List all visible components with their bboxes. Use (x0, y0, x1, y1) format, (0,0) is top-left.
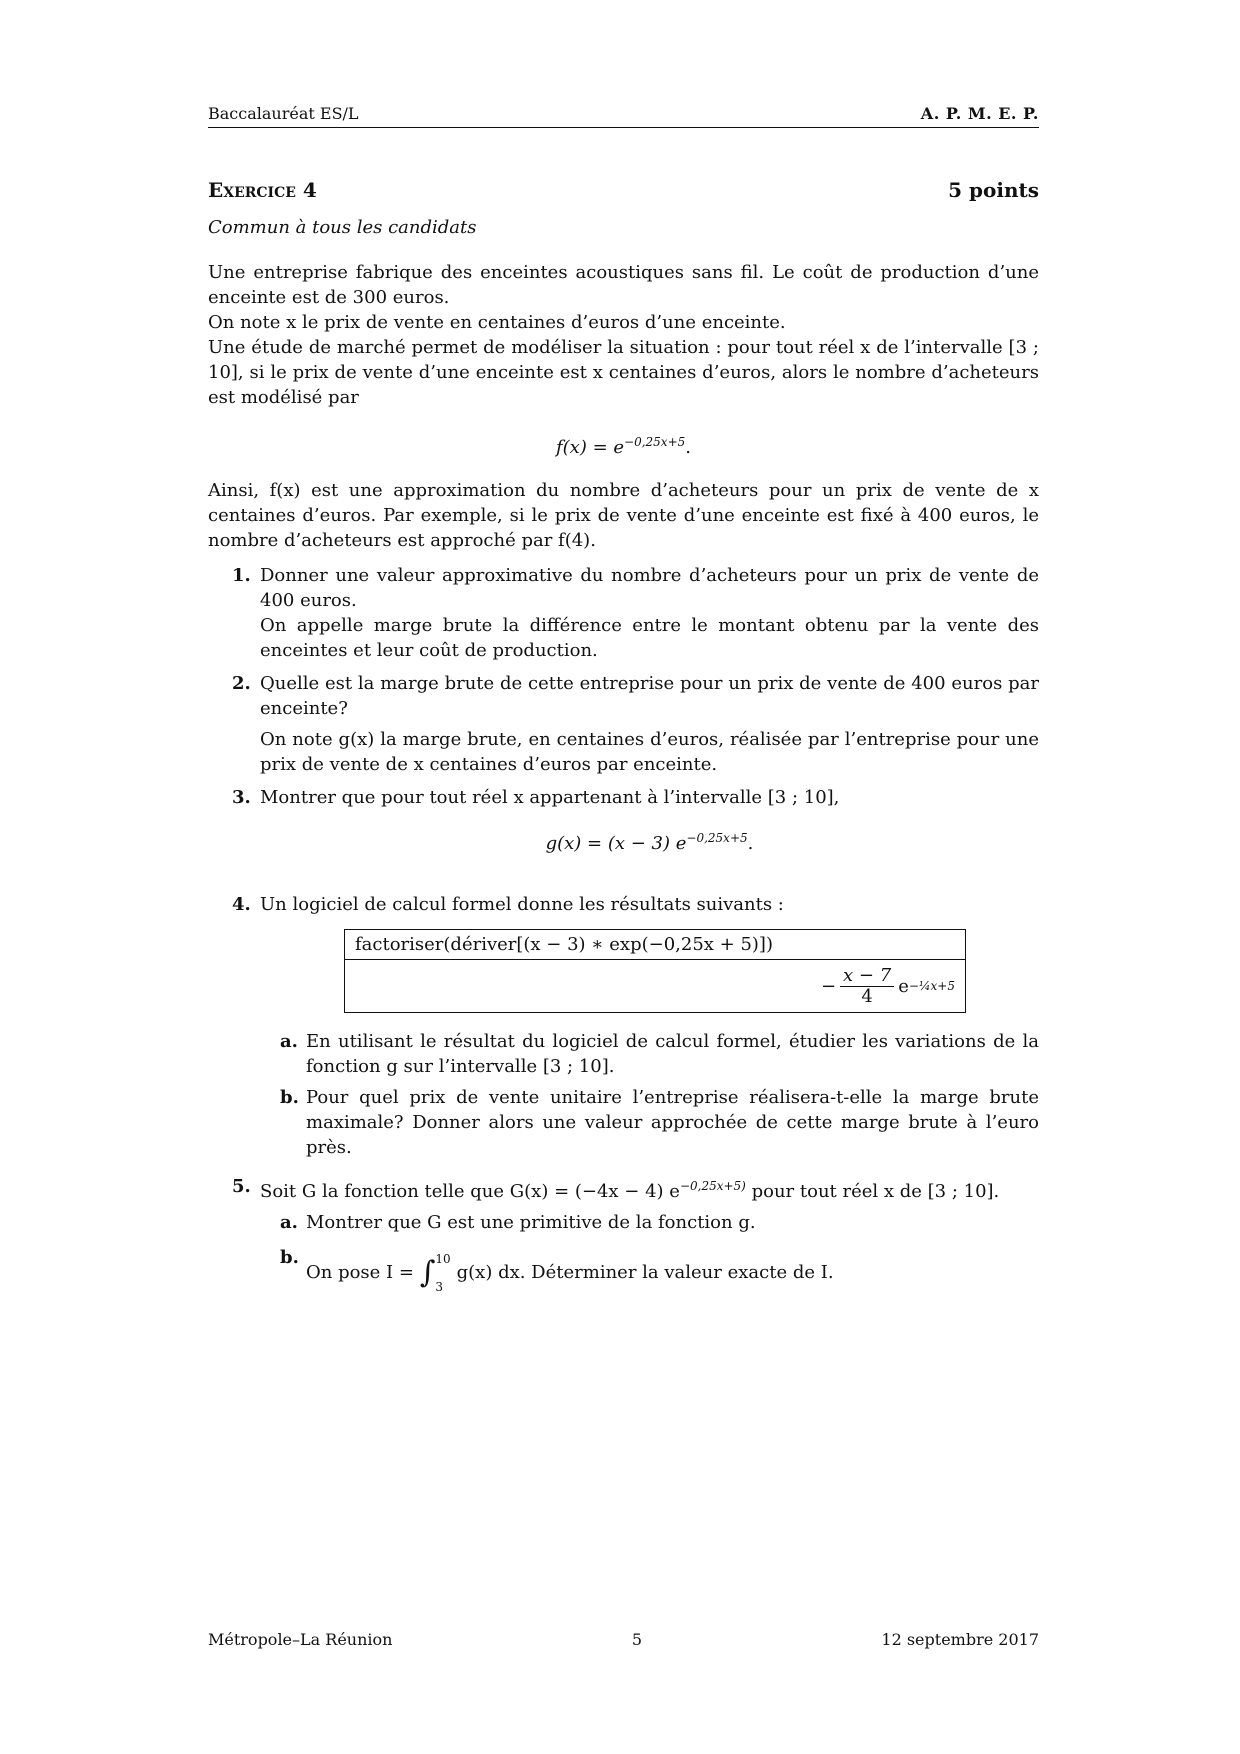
intro-p4: Ainsi, f(x) est une approximation du nombre d’acheteurs pour un prix de vente de x centaines d’euros. Par exemple, si le prix de vente d’une enceinte est fixé à 400 euros, le nombre d’acheteurs est approché par f(4). (208, 480, 1039, 551)
question-3-number: 3. (232, 787, 251, 808)
question-4-text: Un logiciel de calcul formel donne les résultats suivants : (260, 894, 784, 915)
question-list (208, 563, 1039, 1301)
exercise-title-row (208, 178, 1039, 203)
intro-p3: Une étude de marché permet de modéliser la situation : pour tout réel x de l’intervalle [3 ; 10], si le prix de vente d’une enceinte est x centaines d’euros, alors le nombre d’acheteurs est modélisé par (208, 337, 1039, 408)
formula-g-exp: −0,25x+5 (686, 831, 748, 845)
formula-f (208, 430, 1039, 460)
integral-sign-icon: ∫ (419, 1255, 436, 1290)
integral-lower: 3 (435, 1280, 443, 1294)
page-footer (208, 1630, 1039, 1649)
question-4b-text: Pour quel prix de vente unitaire l’entreprise réalisera-t-elle la marge brute maximale? Donner alors une valeur approchée de cette marge brute à l’euro près. (306, 1087, 1039, 1158)
question-4b (260, 1085, 1039, 1160)
intro-p2: On note x le prix de vente en centaines d’euros d’une enceinte. (208, 312, 786, 333)
question-5-text-end: pour tout réel x de [3 ; 10]. (745, 1181, 1000, 1202)
question-5b (260, 1245, 1039, 1301)
question-5a-label: a. (280, 1212, 298, 1233)
software-output-box (344, 929, 966, 1013)
question-4b-label: b. (280, 1087, 299, 1108)
integral-upper: 10 (435, 1252, 451, 1266)
formula-g-lhs: g(x) = (x − 3) e (545, 833, 687, 854)
result-exponent: −¼x+5 (908, 978, 955, 993)
question-1 (208, 563, 1039, 663)
footer-page-number: 5 (631, 1630, 643, 1649)
question-4a-text: En utilisant le résultat du logiciel de calcul formel, étudier les variations de la fonction g sur l’intervalle [3 ; 10]. (306, 1031, 1039, 1077)
question-1-note: On appelle marge brute la différence entre le montant obtenu par la vente des enceintes et leur coût de production. (260, 615, 1039, 661)
formula-f-end: . (685, 437, 691, 458)
footer-date: 12 septembre 2017 (881, 1630, 1039, 1649)
question-5 (208, 1174, 1039, 1301)
question-2 (208, 671, 1039, 777)
formula-g (260, 826, 1039, 856)
question-5-text-start: Soit G la fonction telle que G(x) = (−4x − 4) e (260, 1181, 680, 1202)
footer-left: Métropole–La Réunion (208, 1630, 393, 1649)
result-e: e (898, 975, 909, 997)
page-header (208, 104, 1039, 128)
question-5a-text: Montrer que G est une primitive de la fonction g. (306, 1212, 756, 1233)
software-input: factoriser(dériver[(x − 3) ∗ exp(−0,25x + 5)]) (345, 930, 965, 960)
result-numerator: x − 7 (840, 966, 894, 987)
question-4 (208, 892, 1039, 1160)
formula-g-end: . (747, 833, 754, 854)
question-1-text: Donner une valeur approximative du nombre d’acheteurs pour un prix de vente de 400 euros. (260, 565, 1039, 611)
question-1-number: 1. (232, 565, 251, 586)
question-5b-label: b. (280, 1247, 299, 1268)
result-fraction (840, 966, 894, 1007)
formula-f-exp: −0,25x+5 (624, 435, 686, 449)
exercise-title: Exercice 4 (208, 178, 317, 202)
result-denominator: 4 (861, 985, 873, 1007)
intro (208, 260, 1039, 553)
exercise-points: 5 points (948, 178, 1039, 202)
exercise-subtitle: Commun à tous les candidats (208, 217, 477, 238)
header-right: A. P. M. E. P. (920, 104, 1039, 123)
question-4a (260, 1029, 1039, 1079)
question-3 (208, 785, 1039, 856)
question-5b-end: g(x) dx. Déterminer la valeur exacte de I. (456, 1262, 834, 1283)
question-3-text: Montrer que pour tout réel x appartenant à l’intervalle [3 ; 10], (260, 787, 840, 808)
question-2-text: Quelle est la marge brute de cette entreprise pour un prix de vente de 400 euros par enceinte? (260, 673, 1039, 719)
question-4-number: 4. (232, 894, 251, 915)
question-2-note: On note g(x) la marge brute, en centaines d’euros, réalisée par l’entreprise pour une prix de vente de x centaines d’euros par enceinte. (260, 729, 1039, 775)
question-5a (260, 1210, 1039, 1235)
formula-f-lhs: f(x) = e (555, 437, 625, 458)
intro-p1: Une entreprise fabrique des enceintes acoustiques sans fil. Le coût de production d’une enceinte est de 300 euros. (208, 262, 1039, 308)
software-result (345, 960, 965, 1012)
question-2-number: 2. (232, 673, 251, 694)
question-5b-start: On pose I = (306, 1262, 414, 1283)
question-5-text (260, 1174, 1039, 1204)
question-5-exponent: −0,25x+5) (679, 1179, 746, 1193)
exercise-content (208, 178, 1039, 1301)
question-4a-label: a. (280, 1031, 298, 1052)
question-5-number: 5. (232, 1176, 251, 1197)
header-left: Baccalauréat ES/L (208, 104, 359, 123)
integral-limits (435, 1245, 450, 1301)
result-sign: − (820, 975, 837, 997)
